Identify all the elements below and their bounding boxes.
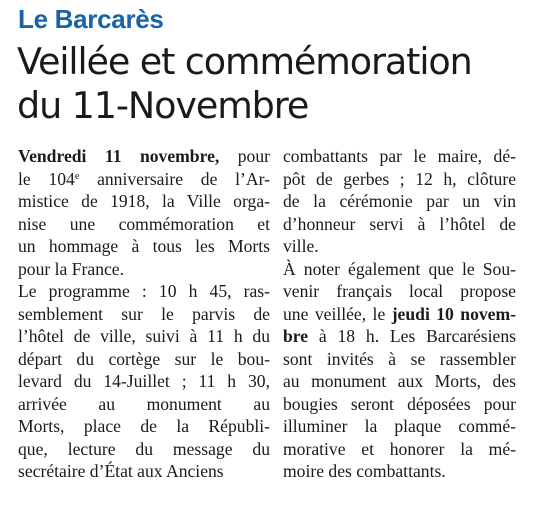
bold-text: bre (283, 326, 309, 346)
text-run: pour la France. (18, 258, 125, 279)
body-text-line (18, 393, 270, 416)
text-run: Morts, place de la Républi- (18, 416, 270, 436)
text-run: anniversaire de l’Ar- (79, 168, 270, 189)
body-text-line (18, 303, 270, 326)
body-text-line (18, 168, 270, 191)
body-text-line (18, 415, 270, 438)
text-run: Le programme : 10 h 45, ras- (18, 281, 270, 301)
body-text-line (18, 438, 270, 461)
text-run: combattants par le maire, dé- (283, 146, 516, 166)
text-run: bougies seront déposées pour (283, 393, 516, 414)
body-text-line (283, 348, 516, 371)
bold-text: Vendredi 11 novembre, (18, 146, 220, 166)
text-run: pour (219, 146, 270, 166)
text-run: au monument aux Morts, des (283, 371, 516, 391)
text-run: À noter également que le Sou- (283, 258, 516, 279)
body-text-line (283, 145, 516, 168)
text-run: mistice de 1918, la Ville orga- (18, 191, 270, 211)
text-run: morative et honorer la mé- (283, 438, 516, 459)
body-text-line (283, 213, 516, 236)
body-text-line (18, 258, 270, 281)
body-text-line (283, 303, 516, 326)
body-text-line (18, 280, 270, 303)
superscript: e (74, 170, 80, 182)
text-run: moire des combattants. (283, 461, 446, 481)
text-run: le 104 (18, 168, 75, 189)
body-text-line (18, 325, 270, 348)
body-text-line (18, 370, 270, 393)
bold-text: jeudi 10 novem- (391, 303, 516, 324)
body-text-line (18, 235, 270, 258)
text-run: l’hôtel de ville, suivi à 11 h du (18, 326, 270, 346)
body-text-line (283, 280, 516, 303)
body-text-line (18, 145, 270, 168)
body-text-line (283, 258, 516, 281)
headline-line: Veillée et commémoration (17, 40, 472, 83)
body-text-line (18, 190, 270, 213)
body-text-line (18, 460, 270, 483)
text-run: semblement sur le parvis de (18, 303, 270, 324)
body-text-line (283, 370, 516, 393)
article-column-right (283, 145, 516, 483)
headline-line: du 11-Novembre (17, 84, 309, 127)
text-run: que, lecture du message du (18, 438, 270, 459)
text-run: illuminer la plaque commé- (283, 416, 516, 436)
body-text-line (283, 235, 516, 258)
body-text-line (283, 438, 516, 461)
text-run: venir français local propose (283, 281, 516, 301)
text-run: levard du 14-Juillet ; 11 h 30, (18, 371, 270, 391)
text-run: un hommage à tous les Morts (18, 236, 270, 256)
body-text-line (283, 325, 516, 348)
body-text-line (283, 190, 516, 213)
text-run: arrivée au monument au (18, 393, 270, 414)
text-run: secrétaire d’État aux Anciens (18, 461, 224, 481)
text-run: d’honneur servi à l’hôtel de (283, 213, 516, 234)
body-text-line (18, 213, 270, 236)
text-run: de la cérémonie par un vin (283, 191, 516, 211)
text-run: pôt de gerbes ; 12 h, clôture (283, 168, 516, 189)
body-text-line (283, 168, 516, 191)
body-text-line (283, 393, 516, 416)
text-run: sont invités à se rassembler (283, 348, 516, 369)
headline (17, 40, 522, 128)
body-text-line (283, 460, 516, 483)
section-kicker: Le Barcarès (18, 4, 164, 34)
text-run: à 18 h. Les Barcarésiens (308, 326, 516, 346)
body-text-line (18, 348, 270, 371)
text-run: départ du cortège sur le bou- (18, 348, 270, 369)
text-run: ville. (283, 236, 319, 256)
body-text-line (283, 415, 516, 438)
text-run: une veillée, le (283, 303, 392, 324)
article-column-left (18, 145, 270, 483)
text-run: nise une commémoration et (18, 213, 270, 234)
